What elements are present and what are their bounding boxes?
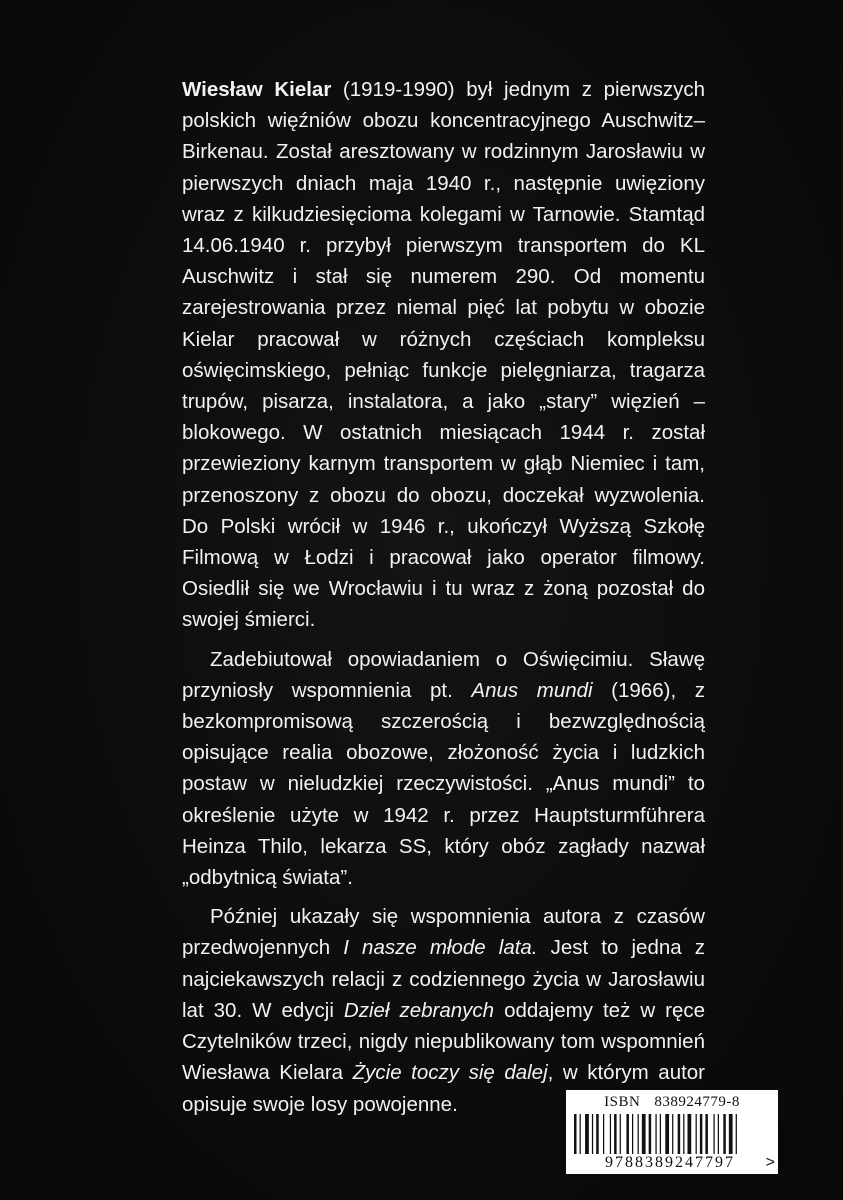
barcode-bar [620, 1114, 621, 1158]
biography-text: (1919-1990) był jednym z pierwszych polskich więźniów obozu koncentracyjnego Auschwitz–Birkenau. Został aresztowany w rodzinnym Jarosławiu w pierwszych dniach maja 1940 r., następnie uwięziony wraz z kilkudziesięcioma kolegami w Tarnowie. Stamtąd 14.06.1940 r. przybył pierwszym transportem do KL Auschwitz i stał się numerem 290. Od momentu zarejestrowania przez niemal pięć lat pobytu w obozie Kielar pracował w różnych częściach kompleksu oświęcimskiego, pełniąc funkcje pielęgniarza, tragarza trupów, pisarza, instalatora, a jako „stary” więzień – blokowego. W ostatnich miesiącach 1944 r. został przewieziony karnym transportem w głąb Niemiec i tam, przenoszony z obozu do obozu, doczekał wyzwolenia. Do Polski wrócił w 1946 r., ukończył Wyższą Szkołę Filmową w Łodzi i pracował jako operator filmowy. Osiedlił się we Wrocławiu i tu wraz z żoną pozostał do swojej śmierci. [182, 78, 705, 632]
text-segment: (1966), z bezkompromisową szczerością i bezwzględnością opisujące realia obozowe, złożoność życia i ludzkich postaw w nieludzkiej rzeczywistości. „Anus mundi” to określenie użyte w 1942 r. przez Hauptsturmführera Heinza Thilo, lekarza SS, który obóz zagłady nazwał „odbytnicą świata”. [182, 678, 705, 890]
book-title-nasze-mlode-lata: I nasze młode lata. [343, 936, 538, 960]
author-name: Wiesław Kielar [182, 78, 332, 101]
book-title-anus-mundi: Anus mundi [471, 678, 593, 702]
paragraph-biography [182, 74, 705, 636]
barcode-bar [705, 1114, 708, 1158]
barcode-bar [688, 1114, 692, 1158]
barcode-bar [736, 1114, 737, 1158]
text-segment: Zadebiutował opowiadaniem o Oświęcimiu. Sławę przyniosły wspomnienia pt. [182, 647, 705, 702]
barcode-bar [580, 1114, 581, 1158]
barcode-bar [678, 1114, 681, 1158]
barcode-bar [610, 1114, 611, 1158]
barcode-bar [713, 1114, 714, 1158]
blurb-text [182, 74, 705, 1120]
barcode-bar [655, 1114, 656, 1158]
text-segment: , w którym autor opisuje swoje losy powojenne. [182, 1061, 706, 1116]
book-title-zycie-toczy-sie-dalej: Życie toczy się dalej [352, 1061, 548, 1085]
barcode-bar [649, 1114, 652, 1158]
isbn-barcode [566, 1090, 778, 1174]
barcode-bar [672, 1114, 673, 1158]
barcode-bar [603, 1114, 604, 1158]
barcode-bar [642, 1114, 646, 1158]
isbn-number: 838924779-8 [654, 1094, 740, 1110]
text-segment: Jest to jedna z najciekawszych relacji z codziennego życia w Jarosławiu lat 30. W edycji [182, 936, 705, 1022]
paragraph-other-books [182, 901, 705, 1119]
barcode-bar [729, 1114, 733, 1158]
barcode-bar [660, 1114, 661, 1158]
barcode-bar [614, 1114, 617, 1158]
barcode-bar [585, 1114, 589, 1158]
barcode-bar [596, 1114, 599, 1158]
ean-arrow-icon: > [765, 1154, 775, 1171]
isbn-label: ISBN [604, 1094, 641, 1110]
book-title-dziel-zebranych: Dzieł zebranych [343, 998, 495, 1022]
barcode-bar [700, 1114, 703, 1158]
text-segment: Później ukazały się wspomnienia autora z czasów przedwojennych [182, 905, 705, 960]
text-segment: oddajemy też w ręce Czytelników trzeci, nigdy niepublikowany tom wspomnień Wiesława Kielara [182, 998, 705, 1085]
barcode-bar [592, 1114, 593, 1158]
barcode-bar [574, 1114, 577, 1158]
barcode-bar [683, 1114, 684, 1158]
isbn-label-line [566, 1094, 778, 1111]
barcode-bar [665, 1114, 669, 1158]
paragraph-anus-mundi [182, 644, 705, 894]
barcode-bar [723, 1114, 726, 1158]
barcode-bar [638, 1114, 639, 1158]
barcode-bar [718, 1114, 719, 1158]
ean-digits: 9788389247797 [572, 1154, 768, 1172]
barcode-bar [632, 1114, 633, 1158]
barcode-bar [696, 1114, 697, 1158]
barcode-bars-icon [574, 1114, 762, 1158]
barcode-bar [626, 1114, 629, 1158]
